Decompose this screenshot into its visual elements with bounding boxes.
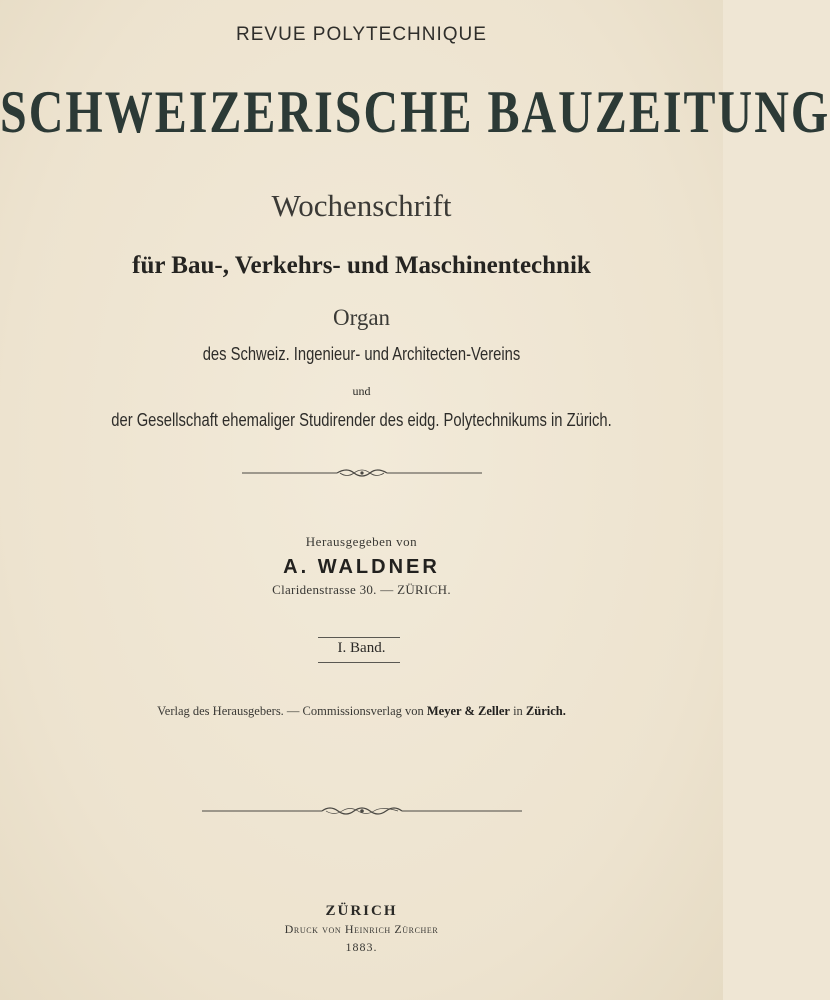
subject-line: für Bau-, Verkehrs- und Maschinentechnik bbox=[132, 252, 591, 279]
volume-label: I. Band. bbox=[337, 640, 386, 656]
organ-line-verein: des Schweiz. Ingenieur- und Architecten-Vereins bbox=[202, 344, 521, 364]
editor-address: Claridenstrasse 30. — ZÜRICH. bbox=[272, 582, 451, 597]
editor-intro: Herausgegeben von bbox=[305, 534, 418, 549]
imprint-printer: Druck von Heinrich Zürcher bbox=[284, 922, 439, 936]
organ-line-gesellschaft: der Gesellschaft ehemaliger Studirender des eidg. Polytechnikums in Zürich. bbox=[111, 410, 612, 430]
publisher-mid: in bbox=[513, 704, 523, 718]
volume-rule-bottom bbox=[318, 662, 400, 663]
masthead-title: SCHWEIZERISCHE BAUZEITUNG bbox=[0, 79, 830, 146]
organ-conjunction: und bbox=[352, 384, 371, 398]
ornamental-rule-icon bbox=[242, 466, 482, 480]
overline-text: REVUE POLYTECHNIQUE bbox=[236, 24, 487, 45]
publisher-prefix: Verlag des Herausgebers. — Commissionsverlag von bbox=[157, 704, 424, 718]
publisher-firm: Meyer & Zeller bbox=[426, 704, 510, 718]
publisher-city: Zürich. bbox=[525, 704, 566, 718]
volume-rule-top bbox=[318, 637, 400, 638]
subtitle-wochenschrift: Wochenschrift bbox=[271, 188, 452, 223]
publisher-line bbox=[0, 704, 723, 719]
imprint-year: 1883. bbox=[345, 940, 378, 954]
editor-name: A. WALDNER bbox=[283, 556, 440, 578]
ornamental-divider-icon bbox=[202, 803, 522, 819]
imprint-city: ZÜRICH bbox=[325, 903, 398, 919]
organ-label: Organ bbox=[332, 305, 391, 330]
